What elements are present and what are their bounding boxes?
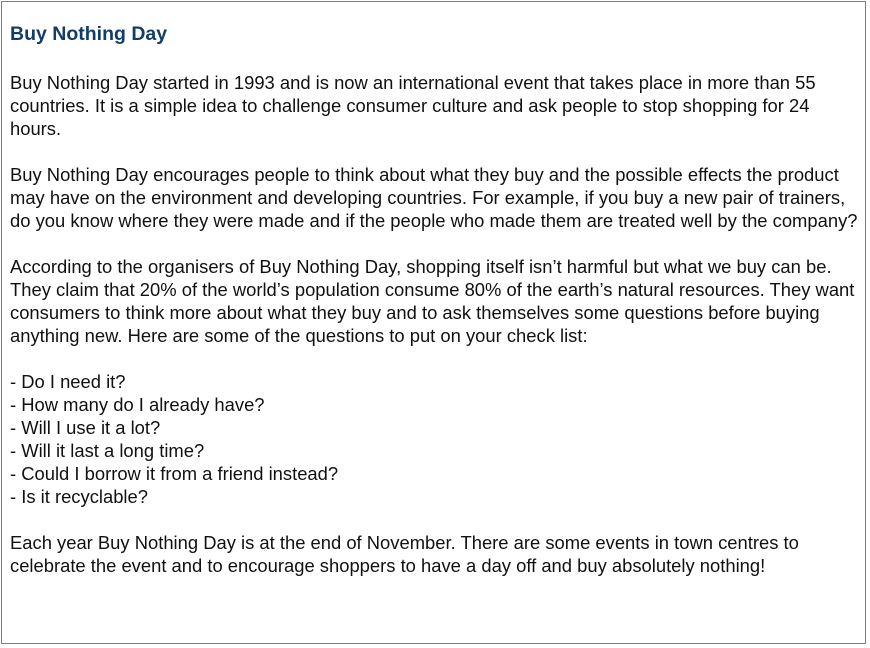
list-item: - Is it recyclable?: [10, 486, 148, 507]
paragraph-organisers: According to the organisers of Buy Nothing Day, shopping itself isn’t harmful but what we buy can be. They claim that 20% of the world’s population consume 80% of the earth’s natural resources. They want consumers to think more about what they buy and to ask themselves some questions before buying anything new. Here are some of the questions to put on your check list:: [10, 256, 855, 346]
list-item: - How many do I already have?: [10, 394, 265, 415]
paragraph-closing: Each year Buy Nothing Day is at the end of November. There are some events in town centres to celebrate the event and to encourage shoppers to have a day off and buy absolutely nothing!: [10, 532, 799, 576]
list-item: - Will it last a long time?: [10, 440, 205, 461]
list-item: - Do I need it?: [10, 371, 126, 392]
paragraph-intro: Buy Nothing Day started in 1993 and is now an international event that takes place in more than 55 countries. It is a simple idea to challenge consumer culture and ask people to stop shopping for 24 hours.: [10, 72, 816, 139]
question-checklist: [10, 370, 862, 508]
article-title: Buy Nothing Day: [10, 23, 168, 45]
list-item: - Could I borrow it from a friend instead?: [10, 463, 339, 484]
article-frame: [1, 1, 866, 644]
article-content: [10, 20, 862, 600]
paragraph-effects: Buy Nothing Day encourages people to think about what they buy and the possible effects the product may have on the environment and developing countries. For example, if you buy a new pair of trainers, do you know where they were made and if the people who made them are treated well by the company?: [10, 164, 858, 231]
list-item: - Will I use it a lot?: [10, 417, 161, 438]
